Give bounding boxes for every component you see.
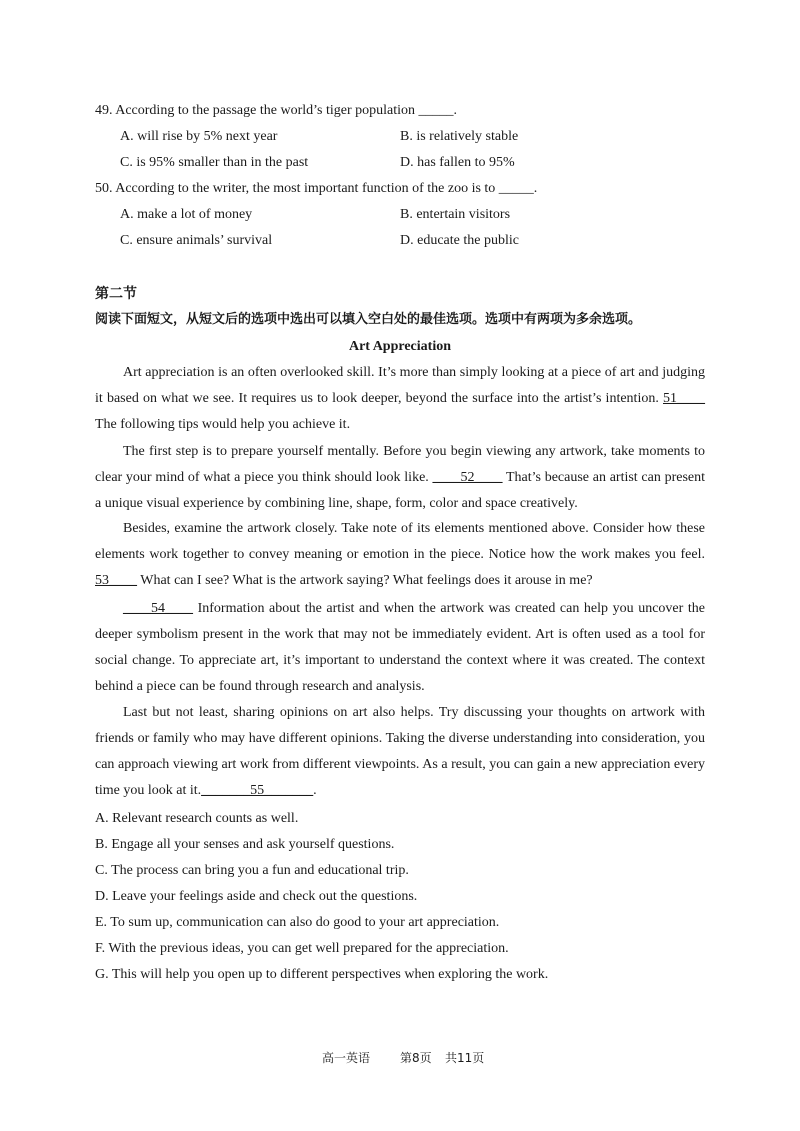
paragraph-4-tail: Information about the artist and when the artwork was created can help you uncover the deeper symbolism present in the work that may not be immediately evident. Art is often used as a tool for social change. To appreciate art, it’s important to understand the context where it was created. The context behind a piece can be found through research and analysis. — [95, 601, 705, 694]
paragraph-5-tail: . — [313, 783, 317, 798]
passage-paragraph-4 — [95, 596, 705, 700]
blank-55: _______55_______ — [201, 783, 314, 798]
blank-52: ____52____ — [432, 470, 503, 485]
question-49-option-d: D. has fallen to 95% — [400, 155, 515, 170]
option-b: B. Engage all your senses and ask yourself questions. — [95, 837, 395, 852]
question-50-option-d: D. educate the public — [400, 233, 519, 248]
option-e: E. To sum up, communication can also do good to your art appreciation. — [95, 915, 500, 930]
question-50-option-c: C. ensure animals’ survival — [120, 233, 273, 248]
question-50-option-a: A. make a lot of money — [120, 207, 253, 222]
passage-paragraph-1 — [95, 360, 705, 438]
paragraph-2-text: The first step is to prepare yourself mentally. Before you begin viewing any artwork, take moments to clear your mind of what a piece you think should look like. — [95, 444, 705, 485]
passage-paragraph-2 — [95, 439, 705, 517]
question-49-option-a: A. will rise by 5% next year — [120, 129, 278, 144]
paragraph-2-tail: That’s because an artist can present a unique visual experience by combining line, shape, form, color and space creatively. — [95, 470, 705, 511]
question-49-stem: 49. According to the passage the world’s tiger population _____. — [95, 103, 457, 118]
question-50-stem: 50. According to the writer, the most important function of the zoo is to _____. — [95, 181, 538, 196]
footer-subject: 高一英语 — [322, 1051, 371, 1065]
passage-title: Art Appreciation — [348, 339, 451, 354]
option-c: C. The process can bring you a fun and educational trip. — [95, 863, 409, 878]
blank-51: 51____ — [663, 391, 705, 406]
option-g: G. This will help you open up to different perspectives when exploring the work. — [95, 967, 549, 982]
option-d: D. Leave your feelings aside and check out the questions. — [95, 889, 418, 904]
question-50-option-b: B. entertain visitors — [400, 207, 511, 222]
option-f: F. With the previous ideas, you can get well prepared for the appreciation. — [95, 941, 509, 956]
section-heading: 第二节 — [95, 286, 137, 302]
footer-page-number: 第8页 — [400, 1051, 432, 1065]
section-instruction: 阅读下面短文，从短文后的选项中选出可以填入空白处的最佳选项。选项中有两项为多余选项。 — [95, 312, 642, 327]
question-49-option-c: C. is 95% smaller than in the past — [120, 155, 309, 170]
option-a: A. Relevant research counts as well. — [95, 811, 299, 826]
question-49-option-b: B. is relatively stable — [400, 129, 519, 144]
passage-paragraph-5 — [95, 700, 705, 804]
paragraph-5-text: Last but not least, sharing opinions on art also helps. Try discussing your thoughts on artwork with friends or family who may have different opinions. Taking the diverse understanding into consideration, you can approach viewing art work from different viewpoints. As a result, you can gain a new appreciation every time you look at it. — [95, 705, 705, 798]
paragraph-3-tail: What can I see? What is the artwork saying? What feelings does it arouse in me? — [137, 573, 593, 588]
paragraph-1-text: Art appreciation is an often overlooked skill. It’s more than simply looking at a piece of art and judging it based on what we see. It requires us to look deeper, beyond the surface into the artist’s intention. — [95, 365, 705, 406]
footer-total-pages: 共11页 — [445, 1051, 485, 1065]
blank-54: ____54____ — [123, 601, 193, 616]
passage-paragraph-3 — [95, 516, 705, 594]
paragraph-3-text: Besides, examine the artwork closely. Take note of its elements mentioned above. Consider how these elements work together to convey meaning or emotion in the piece. Notice how the work makes you feel. — [95, 521, 705, 562]
blank-53: 53____ — [95, 573, 137, 588]
paragraph-1-tail: The following tips would help you achieve it. — [95, 417, 351, 432]
